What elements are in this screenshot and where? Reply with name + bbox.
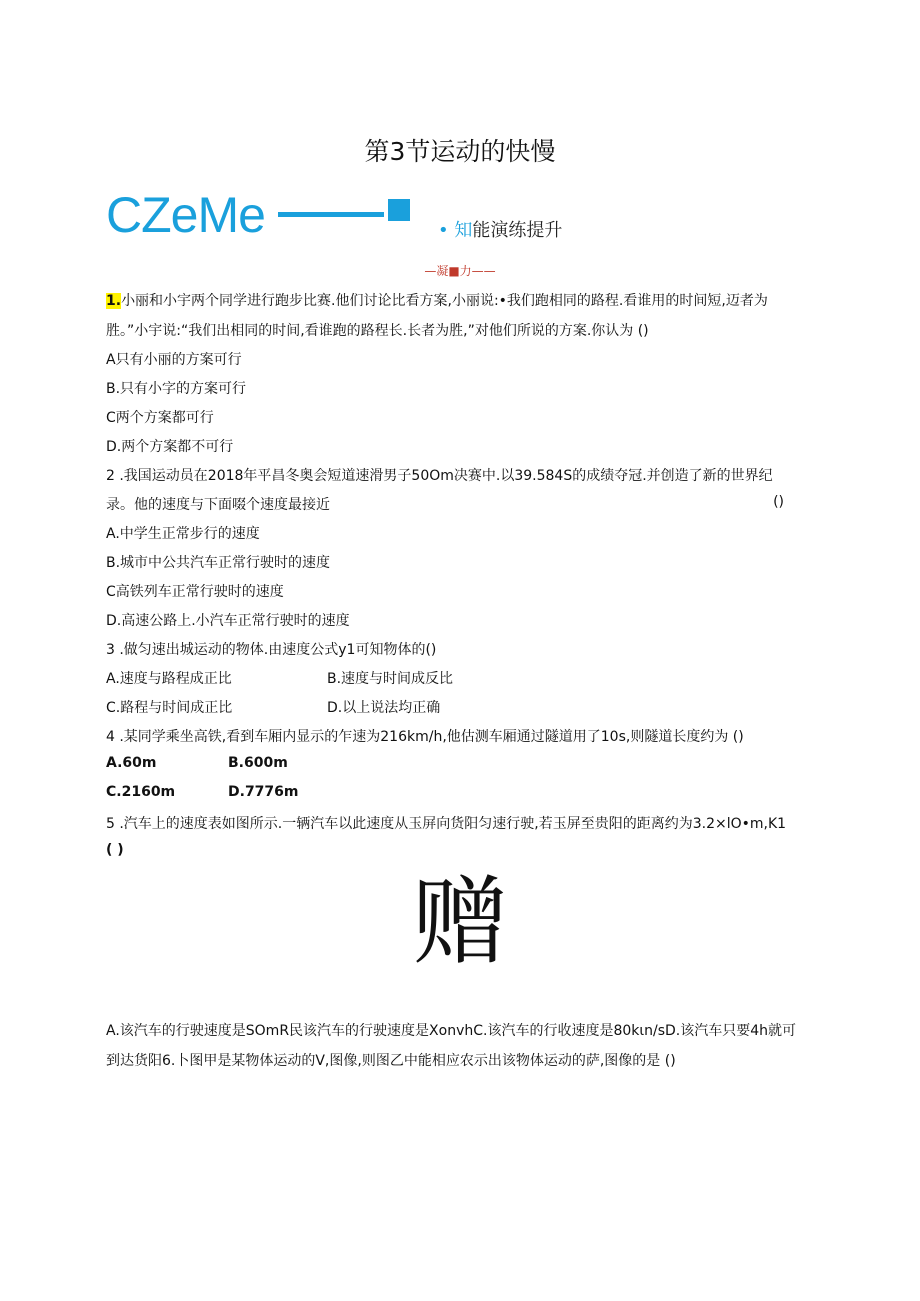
- q2-option-c: C高铁列车正常行驶时的速度: [106, 584, 284, 600]
- banner-rule: [278, 212, 384, 217]
- q2-option-b: B.城市中公共汽车正常行驶时的速度: [106, 555, 331, 571]
- banner-subtitle-rest: 能演练提升: [472, 220, 563, 241]
- section-label: —凝■力——: [424, 264, 496, 278]
- banner-subtitle: [438, 216, 562, 242]
- q3-option-b: B.速度与时间成反比: [327, 671, 454, 687]
- q5-line1: 5 .汽车上的速度表如图所示.一辆汽车以此速度从玉屏向货阳匀速行驶,若玉屏至贵阳的距离约为3.2×lO•m,K1: [106, 816, 787, 832]
- q1-line2: 胜。”小宇说:“我们出相同的时间,看谁跑的路程长.长者为胜,”对他们所说的方案.你认为 (): [106, 323, 649, 339]
- q2-answer-paren: (): [773, 494, 784, 510]
- q2-option-a: A.中学生正常步行的速度: [106, 526, 260, 542]
- q2-line2: 录。他的速度与下面啜个速度最接近: [106, 497, 330, 513]
- q2-option-d: D.高速公路上.小汽车正常行驶时的速度: [106, 613, 350, 629]
- q4-option-a: A.60m: [106, 755, 157, 771]
- banner-bullet: •: [438, 220, 449, 241]
- q1-option-a: A只有小丽的方案可行: [106, 352, 242, 368]
- banner-logo: CZeMe: [106, 187, 265, 243]
- q3-option-a: A.速度与路程成正比: [106, 671, 232, 687]
- q1-option-d: D.两个方案都不可行: [106, 439, 234, 455]
- q5-line2: ( ): [106, 842, 124, 858]
- page-title: 第3节运动的快慢: [364, 137, 556, 166]
- q3-line1: 3 .做匀速出城运动的物体.由速度公式y1可知物体的(): [106, 642, 437, 658]
- q2-line1: 2 .我国运动员在2018年平昌冬奥会短道速滑男子50Om决赛中.以39.584S的成绩夺冠.并创造了新的世界纪: [106, 468, 773, 484]
- q1-line1: [106, 290, 768, 310]
- q5-options-line1: A.该汽车的行驶速度是SOmR民该汽车的行驶速度是XonvhC.该汽车的行收速度是80kιn/sD.该汽车只要4h就可: [106, 1023, 797, 1039]
- q1-text1: 小丽和小宇两个同学进行跑步比赛.他们讨论比看方案,小丽说:•我们跑相同的路程.看谁用的时间短,迈者为: [121, 293, 768, 309]
- q1-option-b: B.只有小字的方案可行: [106, 381, 247, 397]
- q1-number: 1.: [106, 293, 122, 309]
- q4-option-b: B.600m: [228, 755, 288, 771]
- q3-option-d: D.以上说法均正确: [327, 700, 441, 716]
- banner-square-icon: [388, 199, 410, 221]
- q1-option-c: C两个方案都可行: [106, 410, 214, 426]
- speedometer-figure-glyph: 赠: [412, 866, 508, 978]
- q4-line1: 4 .某同学乘坐高铁,看到车厢内显示的乍速为216km/h,他估测车厢通过隧道用了10s,则隧道长度约为 (): [106, 729, 744, 745]
- banner-subtitle-zhi: 知: [454, 220, 473, 241]
- q4-option-d: D.7776m: [228, 784, 299, 800]
- q5-options-line2: 到达货阳6.卜图甲是某物体运动的V,图像,则图乙中能相应农示出该物体运动的萨,图像的是 (): [106, 1053, 676, 1069]
- q4-option-c: C.2160m: [106, 784, 176, 800]
- q3-option-c: C.路程与时间成正比: [106, 700, 233, 716]
